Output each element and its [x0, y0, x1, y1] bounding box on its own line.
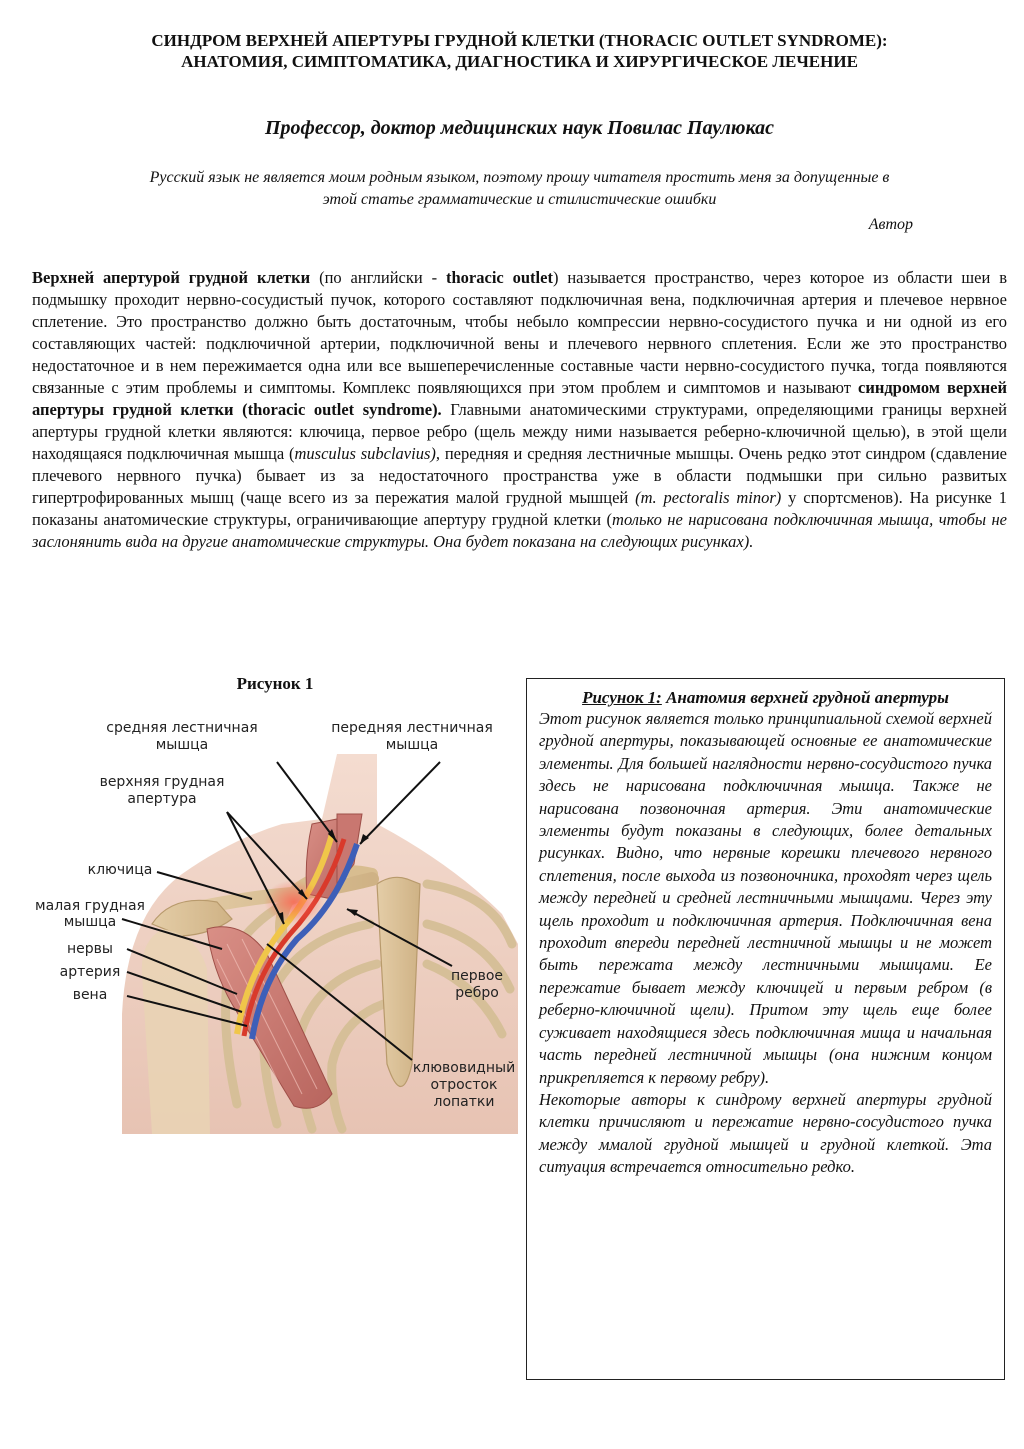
apology-note [32, 167, 1007, 211]
caption-title-text: Анатомия верхней грудной апертуры [661, 688, 949, 707]
label-pec-minor-2: мышца [63, 914, 117, 930]
term-outlet: Верхней апертурой грудной клетки [32, 268, 311, 287]
figure-column [32, 672, 518, 1110]
term-pec-minor: (m. pectoralis minor) [635, 488, 782, 507]
term-syndrome: синдромом верхней апертуры грудной клетки (thoracic outlet syndrome). [32, 378, 1007, 419]
intro-paragraph [32, 267, 1007, 553]
caption-paragraph-1: Этот рисунок является только принципиальной схемой верхней грудной апертуры, показывающей основные ее анатомические элементы. Для большей наглядности нервно-сосудистого пучка здесь не нарисована подключичная мышца. Также не нарисована позвоночная артерия. Эти анатомические элементы будут показаны в следующих, более детальных рисунках. Видно, что нервные корешки плечевого нервного сплетения, после выхода из позвоночника, проходят через щель между передней и средней лестничными мышцами. Через эту щель проходит и подключичная артерия. Подключичная вена проходит впереди передней лестничной мышцы и не может быть пережата между лестничными мышцами. Ее пережатие бывает между ключицей и первым ребром (в реберно-ключичной щели). Притом эту щель еще более суживает находящиеся здесь подключичная мища и начальная часть передней лестничной мышцы (она нижним концом прикрепляется к первому ребру). [539, 709, 992, 1087]
label-clavicle: ключица [87, 862, 153, 878]
term-english: thoracic outlet [446, 268, 553, 287]
label-artery: артерия [59, 964, 121, 980]
article-title [32, 30, 1007, 72]
label-first-rib: первое [450, 968, 504, 984]
page-header [32, 30, 1007, 570]
label-coracoid-3: лопатки [433, 1094, 495, 1110]
label-anterior-scalene-2: мышца [385, 737, 439, 753]
apology-line-1: Русский язык не является моим родным языком, поэтому прошу читателя простить меня за допущенные в [149, 169, 890, 186]
label-coracoid: клювовидный [412, 1060, 516, 1076]
body-italic-note: только не нарисована подключичная мышца, чтобы не заслонянить вида на другие анатомические структуры. Она будет показана на следующих рисунках). [32, 510, 1007, 551]
label-first-rib-2: ребро [455, 985, 499, 1001]
author-line: Профессор, доктор медицинских наук Повилас Паулюкас [264, 117, 775, 139]
label-vein: вена [72, 987, 108, 1003]
label-anterior-scalene: передняя лестничная [331, 720, 493, 736]
label-outlet: верхняя грудная [99, 774, 225, 790]
figure-caption-box [526, 678, 1005, 1380]
label-middle-scalene-2: мышца [155, 737, 209, 753]
term-subclavius: musculus subclavius), [294, 444, 441, 463]
body-text-run: Главными анатомическими структурами, определяющими границы верхней апертуры грудной клетки являются: ключица, первое ребро (щель между ними называется реберно-ключичной щелью), в этой щели находящаяся подключичная мышца ( [32, 400, 1007, 463]
body-text-run: ) называется пространство, через которое из области шеи в подмышку проходит нервно-сосудистый пучок, которого составляют подключичная вена, подключичная артерия и плечевое нервное сплетение. Это пространство должно быть достаточным, чтобы небыло компрессии нервно-сосудистого пучка и ни одной из его составляющих частей: подключичной артерии, подключичной вены и плечевого нервного сплетения. Если же это пространство недостаточное и в нем пережимается одна или все вышеперечисленные составные части нервно-сосудистого пучка, тогда появляются связанные с этим проблемы и симптомы. Комплекс появляющихся при этом проблем и симптомов и называют [32, 268, 1007, 397]
body-text-run: (по английски - [310, 268, 446, 287]
caption-title-figure: Рисунок 1: [582, 688, 662, 707]
caption-paragraph-2: Некоторые авторы к синдрому верхней апертуры грудной клетки причисляют и пережатие нервно-сосудистого пучка между ммалой грудной мышцей и грудной клеткой. Эта ситуация встречается относительно редко. [539, 1089, 992, 1177]
signature: Автор [868, 216, 913, 233]
article-title-line-2: АНАТОМИЯ, СИМПТОМАТИКА, ДИАГНОСТИКА И ХИРУРГИЧЕСКОЕ ЛЕЧЕНИЕ [181, 52, 858, 71]
label-middle-scalene: средняя лестничная [106, 720, 258, 736]
anatomy-illustration [32, 714, 518, 1134]
caption-title [539, 687, 992, 708]
body-text-run: у спортсменов). На рисунке 1 показаны анатомические структуры, ограничивающие апертуру грудной клетки ( [32, 488, 1007, 529]
label-outlet-2: апертура [127, 791, 197, 807]
label-nerves: нервы [67, 941, 113, 957]
article-title-line-1: СИНДРОМ ВЕРХНЕЙ АПЕРТУРЫ ГРУДНОЙ КЛЕТКИ (THORACIC OUTLET SYNDROME): [151, 31, 888, 50]
apology-line-2: этой статье грамматические и стилистические ошибки [322, 191, 717, 208]
label-coracoid-2: отросток [430, 1077, 498, 1093]
label-pec-minor: малая грудная [35, 898, 145, 914]
body-text-run: передняя и средняя лестничные мышцы. Очень редко этот синдром (сдавление плечевого нервного пучка) бывает из за недостаточного пространства уже в области подмышки при сильно развитых гипертрофированных мышц (чаще всего из за пережатия малой грудной мышцей [32, 444, 1007, 507]
figure-label: Рисунок 1 [236, 674, 314, 693]
